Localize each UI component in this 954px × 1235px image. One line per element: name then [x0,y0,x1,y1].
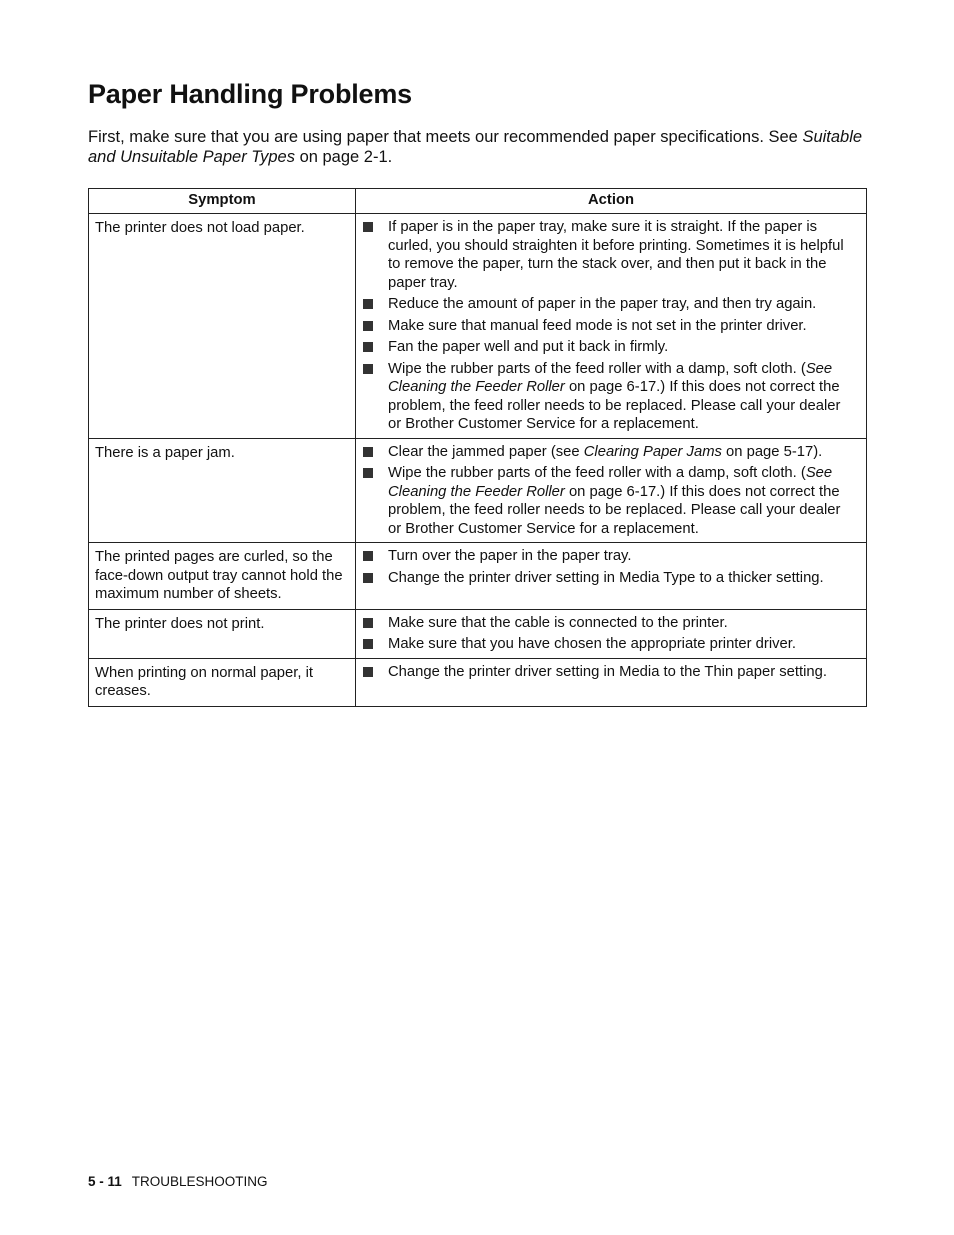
action-text: Turn over the paper in the paper tray. [388,548,632,564]
square-bullet-icon [363,364,373,374]
action-item [362,464,856,538]
page-number: 5 - 11 [88,1174,122,1189]
square-bullet-icon [363,222,373,232]
action-text: Make sure that you have chosen the appropriate printer driver. [388,636,796,652]
action-list [362,218,856,434]
action-list [362,614,856,654]
square-bullet-icon [363,299,373,309]
action-text: Change the printer driver setting in Media to the Thin paper setting. [388,663,827,680]
intro-suffix: on page 2-1. [294,148,393,166]
symptom-header: Symptom [89,189,356,214]
table-row [89,543,867,610]
action-text-suffix: on page 6-17.) If this does not correct the problem, the feed roller needs to be replaced. Please call your dealer or Brother Customer Service for a replacement. [388,483,841,537]
page-footer [88,1174,268,1189]
table-body [89,214,867,707]
intro-reference: Suitable and Unsuitable Paper Types [88,128,863,166]
square-bullet-icon [363,618,373,628]
action-text: Change the printer driver setting in Media Type to a thicker setting. [388,569,824,586]
action-list [362,663,856,682]
table-header-row [89,189,867,214]
page-title: Paper Handling Problems [88,79,412,109]
action-item [362,360,856,434]
action-cell [356,658,867,706]
symptom-cell: The printer does not print. [89,609,356,658]
intro-paragraph [88,127,868,167]
symptom-cell: When printing on normal paper, it creases. [89,658,356,706]
action-item [362,295,856,314]
section-name: TROUBLESHOOTING [131,1174,268,1189]
action-list [362,547,856,587]
action-cell [356,609,867,658]
table-row [89,609,867,658]
square-bullet-icon [363,667,373,677]
symptom-cell: There is a paper jam. [89,438,356,543]
action-header: Action [356,189,867,214]
square-bullet-icon [363,551,373,561]
table-row [89,438,867,543]
action-reference: Clearing Paper Jams [583,443,722,460]
action-cell [356,543,867,610]
action-item [362,614,856,633]
action-item [362,569,856,588]
action-cell [356,438,867,543]
symptom-cell: The printer does not load paper. [89,214,356,439]
action-item [362,218,856,292]
action-text: Wipe the rubber parts of the feed roller with a damp, soft cloth. ( [388,465,806,481]
action-text: Wipe the rubber parts of the feed roller with a damp, soft cloth. ( [388,360,806,377]
action-text: Reduce the amount of paper in the paper tray, and then try again. [388,296,817,312]
square-bullet-icon [363,342,373,352]
action-item [362,663,856,682]
table-row [89,658,867,706]
action-cell [356,214,867,439]
action-text: Make sure that the cable is connected to the printer. [388,614,728,631]
square-bullet-icon [363,639,373,649]
action-text-suffix: on page 5-17). [721,443,823,460]
square-bullet-icon [363,468,373,478]
action-text: Clear the jammed paper (see [388,443,584,460]
symptom-cell: The printed pages are curled, so the face-down output tray cannot hold the maximum number of sheets. [89,543,356,610]
action-text: Make sure that manual feed mode is not set in the printer driver. [388,317,807,334]
action-item [362,317,856,336]
troubleshooting-table [88,188,867,707]
action-text-suffix: on page 6-17.) If this does not correct the problem, the feed roller needs to be replaced. Please call your dealer or Brother Customer Service for a replacement. [388,379,841,432]
table-row [89,214,867,439]
action-reference: See Cleaning the Feeder Roller [388,465,833,500]
action-text: Fan the paper well and put it back in firmly. [388,339,669,355]
square-bullet-icon [363,321,373,331]
action-reference: See Cleaning the Feeder Roller [388,360,833,395]
action-list [362,443,856,539]
action-item [362,338,856,357]
square-bullet-icon [363,573,373,583]
square-bullet-icon [363,447,373,457]
intro-text: First, make sure that you are using paper that meets our recommended paper specifications. See [88,128,803,146]
action-text: If paper is in the paper tray, make sure it is straight. If the paper is curled, you should straighten it before printing. Sometimes it is helpful to remove the paper, turn the stack over, and then put it back in the paper tray. [388,219,844,291]
action-item [362,443,856,462]
action-item [362,635,856,654]
action-item [362,547,856,566]
